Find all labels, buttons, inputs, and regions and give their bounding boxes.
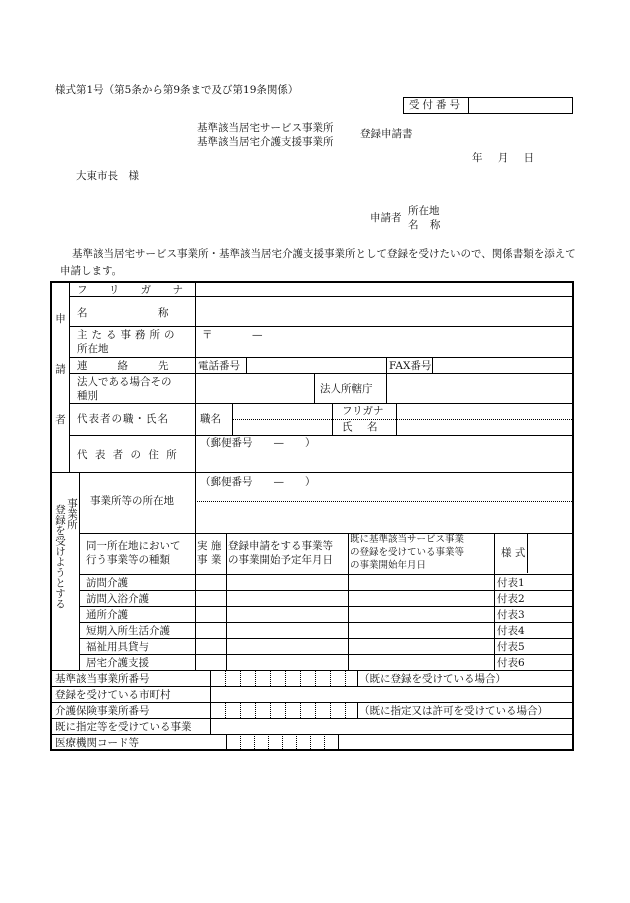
- office-side-label-small: 事業所: [66, 498, 78, 530]
- exist-label-2: の登録を受けている事業等: [350, 547, 465, 558]
- applicant-label: 申請者: [370, 212, 402, 224]
- applicant-address-label: 所在地: [408, 205, 440, 217]
- kijun-note: （既に登録を受けている場合）: [359, 673, 506, 685]
- service-name: 福祉用具貸与: [86, 641, 149, 653]
- postal-mark: 〒 —: [202, 329, 265, 341]
- title-line-1: 基準該当居宅サービス事業所: [197, 122, 334, 134]
- office-address-label: 事業所等の所在地: [90, 495, 174, 507]
- city-label: 登録を受けている市町村: [55, 689, 171, 701]
- kijun-number-label: 基準該当事業所番号: [55, 673, 150, 685]
- title-line-2: 基準該当居宅介護支援事業所: [197, 136, 334, 148]
- designated-label: 既に指定等を受けている事業: [55, 721, 192, 733]
- name-label: 名 称: [77, 307, 172, 319]
- service-form: 付表5: [497, 641, 525, 653]
- service-name: 訪問介護: [86, 577, 128, 589]
- reception-number-label: 受付番号: [404, 98, 469, 113]
- service-name: 通所介護: [86, 609, 128, 621]
- office-address-label-2: 所在地: [77, 343, 109, 355]
- rep-shimei-label: 氏 名: [342, 421, 380, 433]
- exec-label-1: 実 施: [197, 540, 222, 552]
- applicant-side-label: 申請者: [54, 313, 66, 465]
- title-suffix: 登録申請書: [360, 128, 413, 140]
- office-side-label: 登録を受けようとする: [54, 504, 66, 609]
- applicant-name-label: 名 称: [408, 219, 445, 231]
- office-address-label-1: 主たる事務所の: [77, 329, 179, 341]
- phone-label: 電話番号: [198, 360, 240, 372]
- addressee: 大東市長 様: [76, 170, 139, 182]
- rep-furigana-label: フリガナ: [342, 405, 384, 417]
- office-postal: （郵便番号 — ）: [200, 476, 316, 488]
- furigana-label: フ リ ガ ナ: [77, 284, 193, 296]
- position-label: 職名: [200, 413, 221, 425]
- contact-label: 連 絡 先: [77, 360, 172, 372]
- start-label-2: の事業開始予定年月日: [228, 554, 333, 566]
- exist-label-3: の事業開始年月日: [350, 560, 427, 571]
- exec-label-2: 事 業: [197, 554, 222, 566]
- corp-type-label-1: 法人である場合その: [77, 376, 172, 388]
- service-name: 訪問入浴介護: [86, 593, 149, 605]
- application-form-table: [50, 281, 574, 751]
- service-form: 付表4: [497, 625, 525, 637]
- date-field: 年 月 日: [472, 152, 535, 164]
- kind-label-2: 行う事業等の種類: [86, 554, 170, 566]
- form-number: 様式第1号（第5条から第9条まで及び第19条関係）: [55, 84, 299, 96]
- service-form: 付表1: [497, 577, 525, 589]
- style-header: 様 式: [501, 547, 526, 559]
- exist-label-1: 既に基準該当サービス事業: [350, 534, 465, 545]
- medical-code-label: 医療機関コード等: [55, 737, 139, 749]
- intro-text: 基準該当居宅サービス事業所・基準該当居宅介護支援事業所として登録を受けたいので、関係書類を添えて申請します。: [60, 248, 576, 277]
- rep-address-label: 代 表 者 の 住 所: [77, 449, 179, 461]
- corp-agency-label: 法人所轄庁: [320, 383, 373, 395]
- rep-name-label: 代表者の職・氏名: [77, 413, 169, 425]
- corp-type-label-2: 種別: [77, 390, 98, 402]
- service-name: 短期入所生活介護: [86, 625, 170, 637]
- service-form: 付表3: [497, 609, 525, 621]
- kaigo-number-label: 介護保険事業所番号: [55, 705, 150, 717]
- rep-postal: （郵便番号 — ）: [200, 437, 316, 449]
- fax-label: FAX番号: [389, 360, 432, 372]
- kaigo-note: （既に指定又は許可を受けている場合）: [359, 705, 548, 717]
- start-label-1: 登録申請をする事業等: [228, 540, 333, 552]
- service-form: 付表2: [497, 593, 525, 605]
- kind-label-1: 同一所在地において: [86, 540, 181, 552]
- service-name: 居宅介護支援: [86, 657, 149, 669]
- reception-number-box: [403, 97, 573, 114]
- service-form: 付表6: [497, 657, 525, 669]
